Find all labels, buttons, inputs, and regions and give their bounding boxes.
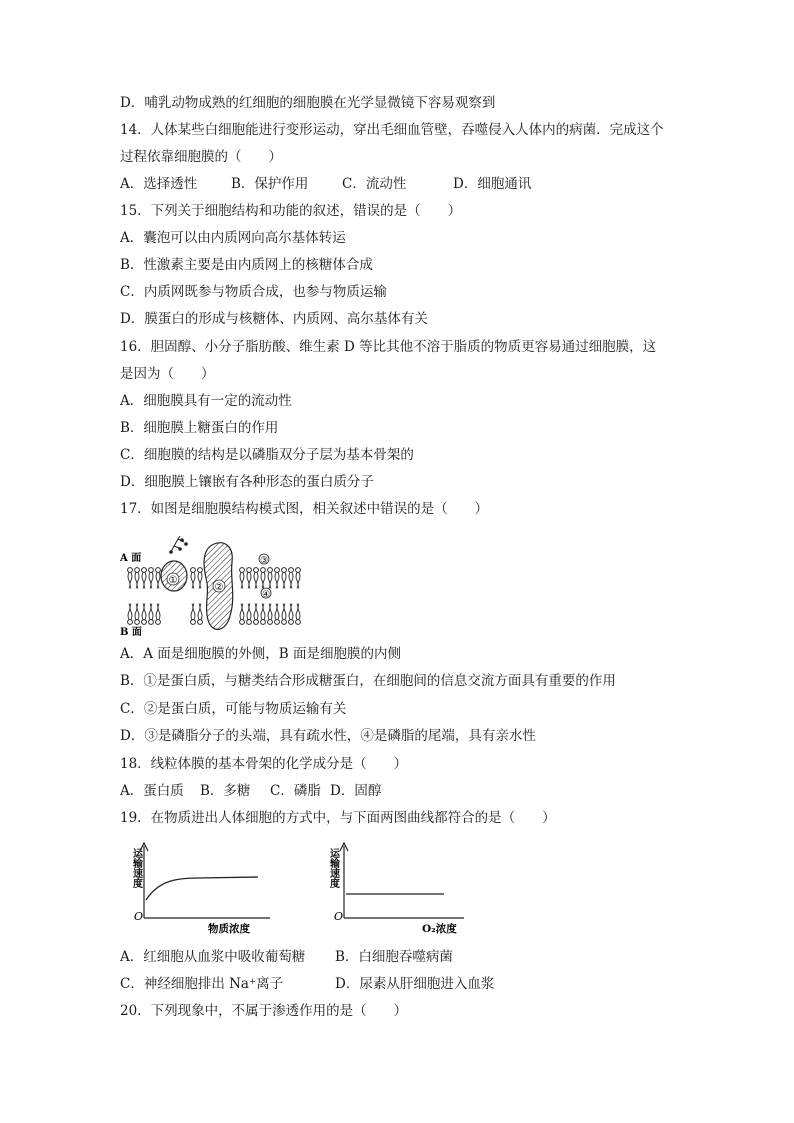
q19-option-d: D．尿素从肝细胞进入血浆 (335, 976, 495, 992)
graph-1-concentration (118, 840, 278, 936)
phospholipid (268, 604, 273, 625)
q19-option-b: B．白细胞吞噬病菌 (335, 949, 453, 965)
phospholipid (198, 568, 203, 589)
q15-stem: 15．下列关于细胞结构和功能的叙述，错误的是（ ） (120, 203, 462, 219)
q17-option-a: A．A 面是细胞膜的外侧，B 面是细胞膜的内侧 (120, 646, 402, 662)
phospholipid (275, 568, 280, 589)
phospholipid (254, 604, 259, 625)
q16-stem-cont: 是因为（ ） (120, 366, 215, 382)
q16-option-a: A．细胞膜具有一定的流动性 (120, 393, 292, 409)
phospholipid (247, 568, 252, 589)
q13-option-d: D．哺乳动物成熟的红细胞的细胞膜在光学显微镜下容易观察到 (120, 95, 496, 111)
graph-1-ylabel: 运输速度 (130, 848, 142, 888)
graph-2-xlabel: O₂浓度 (422, 923, 457, 935)
q18-option-d: D．固醇 (330, 783, 382, 799)
phospholipid (240, 568, 245, 589)
q15-option-a: A．囊泡可以由内质网向高尔基体转运 (120, 230, 346, 246)
q18-options (120, 782, 381, 800)
phospholipid (191, 568, 196, 589)
q14-stem: 14．人体某些白细胞能进行变形运动，穿出毛细血管壁，吞噬侵入人体内的病菌．完成这个 (120, 122, 664, 138)
phospholipid (128, 568, 133, 589)
phospholipid (247, 604, 252, 625)
phospholipid (135, 568, 140, 589)
phospholipid (254, 568, 259, 589)
graph-1-xlabel: 物质浓度 (208, 923, 250, 935)
phospholipid (191, 604, 196, 625)
phospholipid (289, 604, 294, 625)
phospholipid (135, 604, 140, 625)
graph-2-origin: O (334, 910, 344, 923)
sugar-node (169, 550, 173, 554)
q17-option-b: B．①是蛋白质，与糖类结合形成糖蛋白，在细胞间的信息交流方面具有重要的作用 (120, 673, 616, 689)
q14-option-c: C．流动性 (342, 176, 407, 192)
q15-option-b: B．性激素主要是由内质网上的核糖体合成 (120, 257, 373, 273)
q19-options-ab (120, 948, 453, 966)
q18-stem: 18．线粒体膜的基本骨架的化学成分是（ ） (120, 756, 408, 772)
q15-option-d: D．膜蛋白的形成与核糖体、内质网、高尔基体有关 (120, 311, 428, 327)
q16-option-d: D．细胞膜上镶嵌有各种形态的蛋白质分子 (120, 474, 374, 490)
face-a-label: A 面 (120, 553, 142, 564)
q18-option-c: C．磷脂 (270, 783, 321, 799)
q16-option-c: C．细胞膜的结构是以磷脂双分子层为基本骨架的 (120, 447, 414, 463)
q19-options-cd (120, 975, 494, 993)
phospholipid (240, 604, 245, 625)
graph-2-oxygen (324, 840, 484, 936)
phospholipid (261, 568, 266, 589)
phospholipid (282, 568, 287, 589)
graph-2-ylabel: 运输速度 (327, 848, 339, 888)
q19-option-c: C．神经细胞排出 Na⁺离子 (120, 976, 284, 992)
label-4: ④ (261, 590, 271, 600)
q15-option-c: C．内质网既参与物质合成，也参与物质运输 (120, 284, 387, 300)
phospholipid (142, 568, 147, 589)
phospholipid (296, 568, 301, 589)
q17-option-d: D．③是磷脂分子的头端，具有疏水性，④是磷脂的尾端，具有亲水性 (120, 728, 536, 744)
phospholipid (289, 568, 294, 589)
q14-option-a: A．选择透性 (120, 176, 198, 192)
q20-stem: 20．下列现象中，不属于渗透作用的是（ ） (120, 1003, 408, 1019)
label-2: ② (214, 582, 224, 593)
q16-stem: 16．胆固醇、小分子脂肪酸、维生素 D 等比其他不溶于脂质的物质更容易通过细胞膜，这 (120, 339, 657, 355)
phospholipid (149, 568, 154, 589)
phospholipid (156, 604, 161, 625)
sugar-node (184, 542, 188, 546)
sugar-node (178, 547, 182, 551)
q14-option-b: B．保护作用 (231, 176, 309, 192)
q14-options (120, 175, 531, 193)
phospholipid (275, 604, 280, 625)
q17-stem: 17．如图是细胞膜结构模式图，相关叙述中错误的是（ ） (120, 501, 489, 517)
q18-option-a: A．蛋白质 (120, 783, 184, 799)
q19-option-a: A．红细胞从血浆中吸收葡萄糖 (120, 949, 306, 965)
face-b-label: B 面 (120, 627, 142, 638)
q17-option-c: C．②是蛋白质，可能与物质运输有关 (120, 701, 347, 717)
phospholipid (296, 604, 301, 625)
sugar-node (180, 538, 184, 542)
phospholipid (261, 604, 266, 625)
phospholipid (268, 568, 273, 589)
phospholipid (198, 604, 203, 625)
phospholipid (282, 604, 287, 625)
q18-option-b: B．多糖 (200, 783, 251, 799)
q19-stem: 19．在物质进出人体细胞的方式中，与下面两图曲线都符合的是（ ） (120, 810, 556, 826)
q14-stem-cont: 过程依靠细胞膜的（ ） (120, 149, 282, 165)
q14-option-d: D．细胞通讯 (453, 176, 532, 192)
phospholipid (156, 568, 161, 589)
membrane-structure-figure (118, 536, 308, 638)
q16-option-b: B．细胞膜上糖蛋白的作用 (120, 420, 279, 436)
phospholipid (149, 604, 154, 625)
phospholipid (128, 604, 133, 625)
label-3: ③ (259, 556, 269, 566)
label-1: ① (168, 575, 178, 586)
phospholipid (142, 604, 147, 625)
graph-1-curve (146, 877, 258, 900)
graph-1-origin: O (134, 910, 144, 923)
